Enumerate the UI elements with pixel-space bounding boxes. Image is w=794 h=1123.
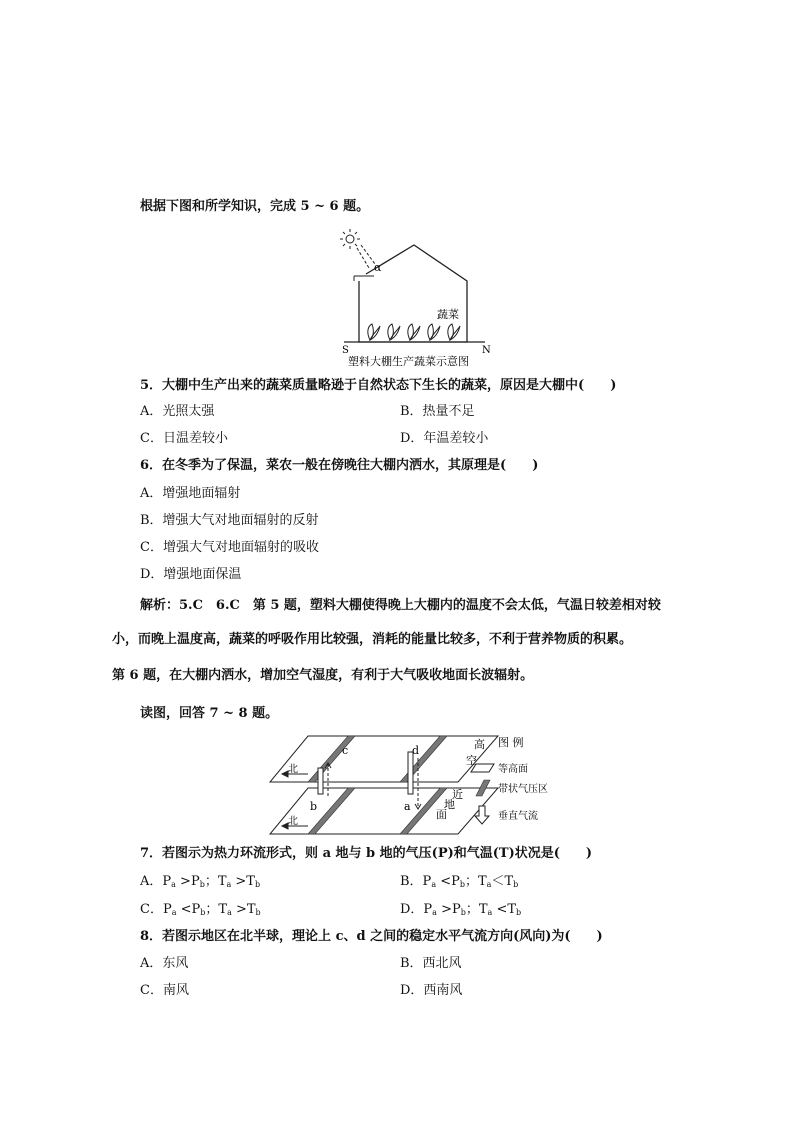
- q6-option-b[interactable]: B．增强大气对地面辐射的反射: [140, 513, 319, 528]
- analysis-line-1: 解析：5.C 6.C 第 5 题，塑料大棚使得晚上大棚内的温度不会太低，气温日较差相对较: [140, 598, 661, 613]
- analysis-line-3: 第 6 题，在大棚内洒水，增加空气湿度，有利于大气吸收地面长波辐射。: [112, 668, 534, 683]
- greenhouse-figure: [330, 226, 500, 368]
- q6-stem: 6．在冬季为了保温，菜农一般在傍晚往大棚内洒水，其原理是( ): [140, 458, 539, 473]
- q8-option-d[interactable]: D．西南风: [400, 983, 463, 998]
- q5-option-b[interactable]: B．热量不足: [400, 404, 475, 419]
- q8-option-b[interactable]: B．西北风: [400, 956, 462, 971]
- q6-option-d[interactable]: D．增强地面保温: [140, 567, 242, 582]
- intro-text-2: 读图，回答 7 ~ 8 题。: [140, 706, 279, 721]
- label-high-2: 空: [466, 754, 477, 767]
- north-label: N: [482, 345, 491, 356]
- lower-isobaric-plane: [270, 788, 498, 834]
- upper-isobaric-plane: [270, 736, 498, 782]
- q8-option-c[interactable]: C．南风: [140, 983, 189, 998]
- label-near-3: 面: [436, 808, 447, 821]
- vegetable-plants: [368, 324, 460, 340]
- q5-option-a[interactable]: A．光照太强: [140, 404, 215, 419]
- label-near-1: 近: [452, 788, 463, 801]
- angle-alpha-label: α: [374, 261, 382, 274]
- label-near-2: 地: [444, 798, 455, 811]
- north-label-lower: 北: [288, 816, 298, 827]
- figure1-caption: 塑料大棚生产蔬菜示意图: [348, 355, 469, 368]
- q8-option-a[interactable]: A．东风: [140, 956, 189, 971]
- south-label: S: [342, 345, 349, 356]
- sunlight-rays: [357, 245, 375, 268]
- q7-option-d[interactable]: D．$P_a >P_b$；$T_a <T_b$: [400, 902, 522, 917]
- analysis-line-2: 小，而晚上温度高，蔬菜的呼吸作用比较强，消耗的能量比较多，不利于营养物质的积累。: [112, 632, 633, 647]
- label-high-1: 高: [474, 738, 485, 751]
- intro-text-1: 根据下图和所学知识，完成 5 ~ 6 题。: [140, 199, 370, 214]
- q6-option-a[interactable]: A．增强地面辐射: [140, 486, 241, 501]
- circulation-figure: [268, 734, 568, 836]
- q5-option-c[interactable]: C．日温差较小: [140, 431, 228, 446]
- vegetable-label: 蔬菜: [437, 308, 459, 321]
- q7-option-c[interactable]: C．$P_a <P_b$；$T_a >T_b$: [140, 902, 261, 917]
- legend-isobar-label: 等高面: [498, 764, 528, 775]
- label-d: d: [412, 744, 420, 757]
- q5-option-d[interactable]: D．年温差较小: [400, 431, 489, 446]
- label-b: b: [310, 800, 318, 813]
- sun-icon: [340, 229, 360, 249]
- q7-option-b[interactable]: B．$P_a <P_b$；$T_a<T_b$: [400, 874, 519, 889]
- q5-stem: 5．大棚中生产出来的蔬菜质量略逊于自然状态下生长的蔬菜，原因是大棚中( ): [140, 378, 617, 393]
- label-a: a: [404, 800, 411, 813]
- legend-vertical-label: 垂直气流: [498, 811, 538, 822]
- q6-option-c[interactable]: C．增强大气对地面辐射的吸收: [140, 540, 319, 555]
- label-c: c: [342, 744, 349, 757]
- legend-title: 图 例: [498, 736, 524, 749]
- q8-stem: 8．若图示地区在北半球，理论上 c、d 之间的稳定水平气流方向(风向)为( ): [140, 929, 603, 944]
- q7-option-a[interactable]: A．$P_a >P_b$；$T_a >T_b$: [140, 874, 261, 889]
- north-label-upper: 北: [288, 764, 298, 775]
- q7-stem: 7．若图示为热力环流形式，则 a 地与 b 地的气压(P)和气温(T)状况是( ): [140, 846, 593, 861]
- legend-belt-label: 带状气压区: [498, 784, 548, 795]
